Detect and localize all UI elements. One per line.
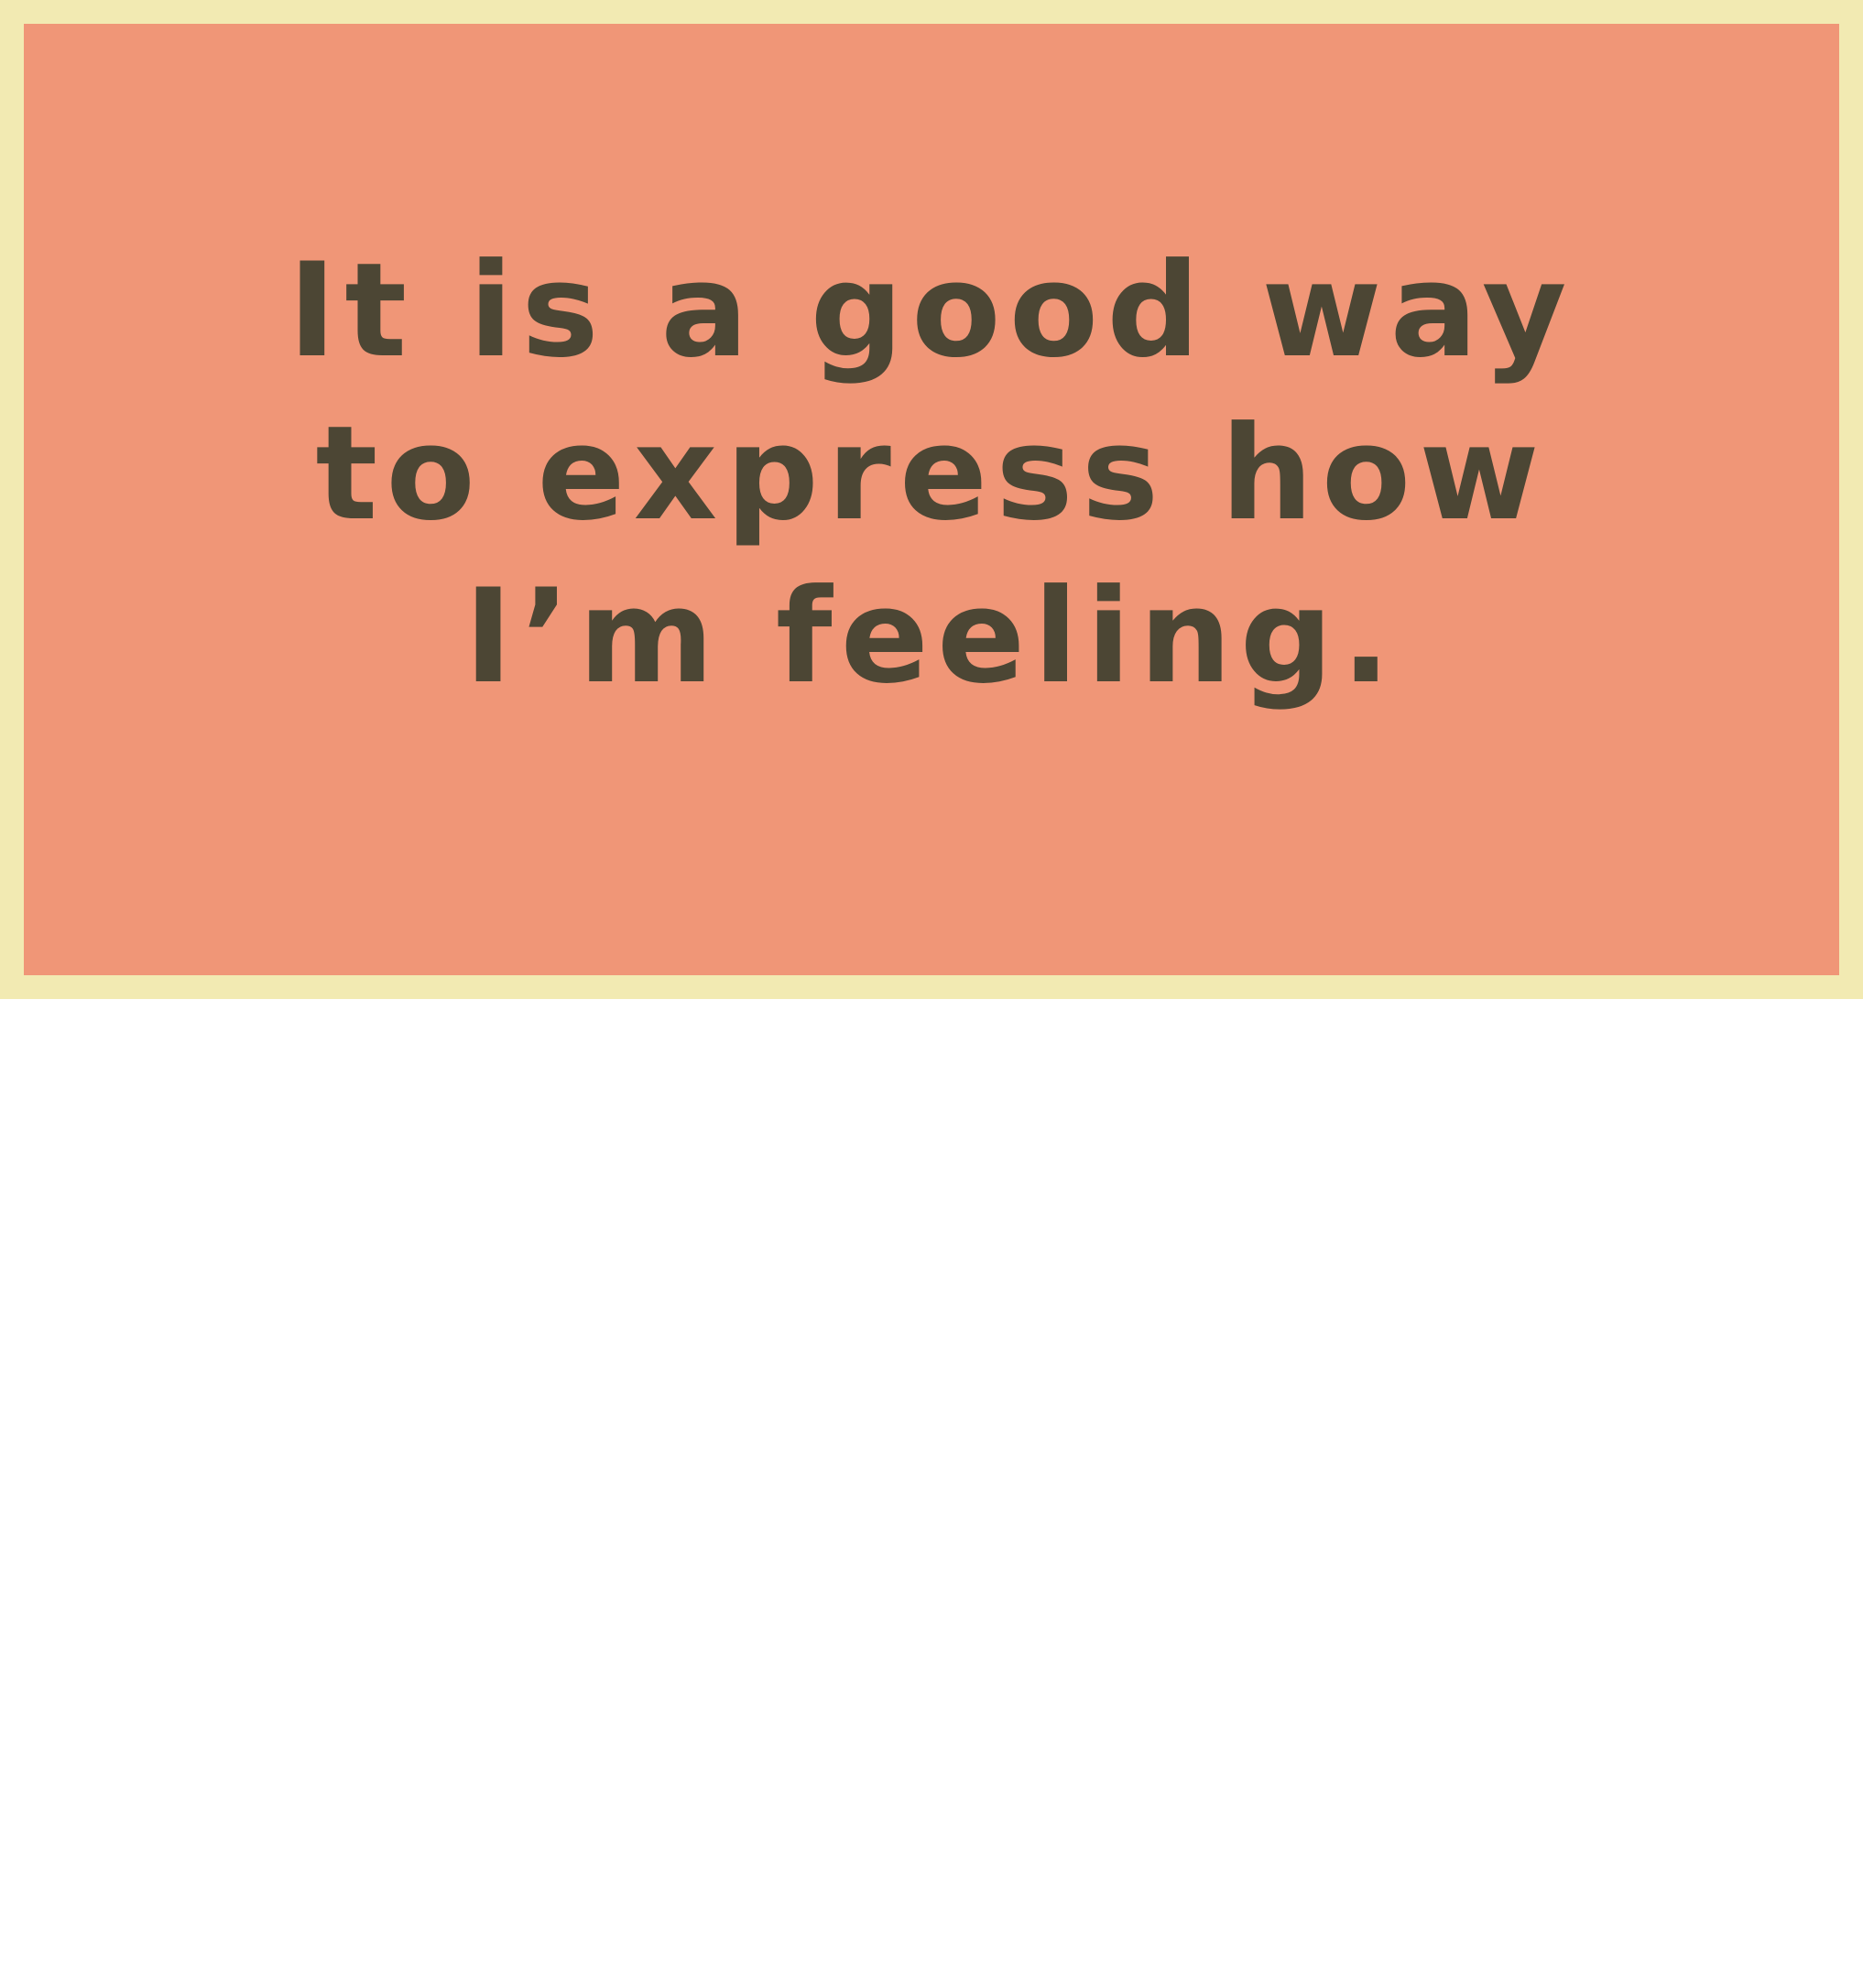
quote-line-1: It is a good way <box>288 234 1575 386</box>
quote-line-2: to express how <box>315 397 1548 549</box>
blank-area <box>0 999 1863 1988</box>
quote-line-3: I’m feeling. <box>463 560 1400 712</box>
quote-text <box>288 230 1574 719</box>
